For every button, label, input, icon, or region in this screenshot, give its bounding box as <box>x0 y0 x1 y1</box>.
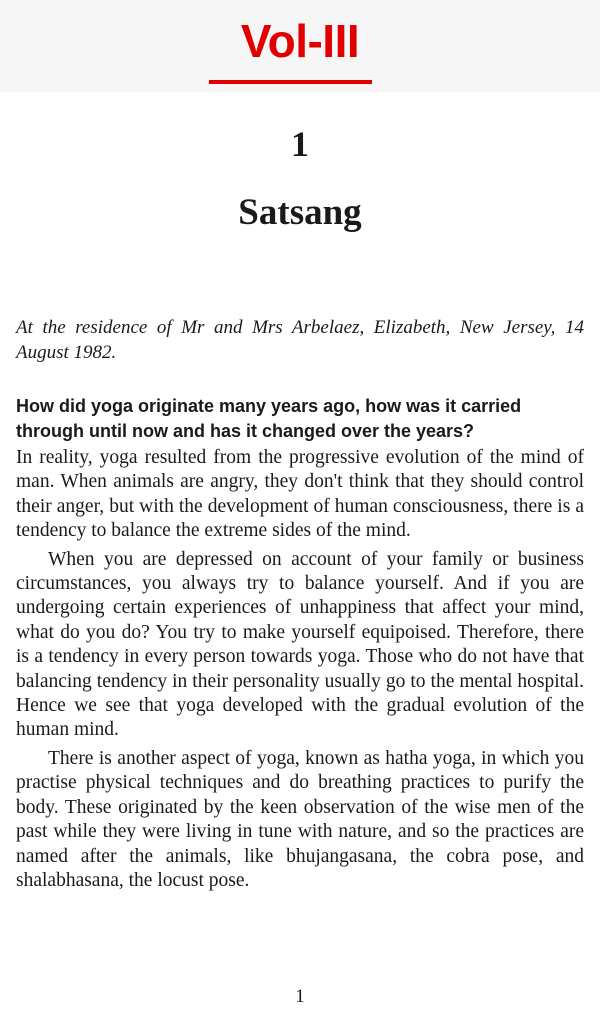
answer-paragraph: In reality, yoga resulted from the progressive evolution of the mind of man. When animals are angry, they don't think that they should control their anger, but with the development of human consciousness, there is a tendency to balance the extreme sides of the mind. <box>16 447 584 542</box>
question-heading: How did yoga originate many years ago, how was it carried through until now and has it changed over the years? <box>16 396 522 441</box>
chapter-title: Satsang <box>238 192 362 233</box>
page-number: 1 <box>295 986 305 1007</box>
chapter-number: 1 <box>291 124 309 164</box>
volume-label: Vol-III <box>240 15 360 67</box>
answer-body <box>16 446 584 893</box>
answer-paragraph: When you are depressed on account of your family or business circumstances, you always try to balance yourself. And if you are undergoing certain experiences of unhappiness that affect your mind, what do you do? You try to make yourself equipoised. Therefore, there is a tendency in every person towards yoga. Those who do not have that balancing tendency in their personality usually go to the mental hospital. Hence we see that yoga developed with the gradual evolution of the human mind. <box>16 548 584 741</box>
volume-underline <box>209 80 372 84</box>
location-note: At the residence of Mr and Mrs Arbelaez, Elizabeth, New Jersey, 14 August 1982. <box>16 317 584 363</box>
answer-paragraph: There is another aspect of yoga, known as hatha yoga, in which you practise physical techniques and do breathing practices to purify the body. These originated by the keen observation of the wise men of the past while they were living in tune with nature, and so the practices are named after the animals, like bhujangasana, the cobra pose, and shalabhasana, the locust pose. <box>16 747 584 891</box>
